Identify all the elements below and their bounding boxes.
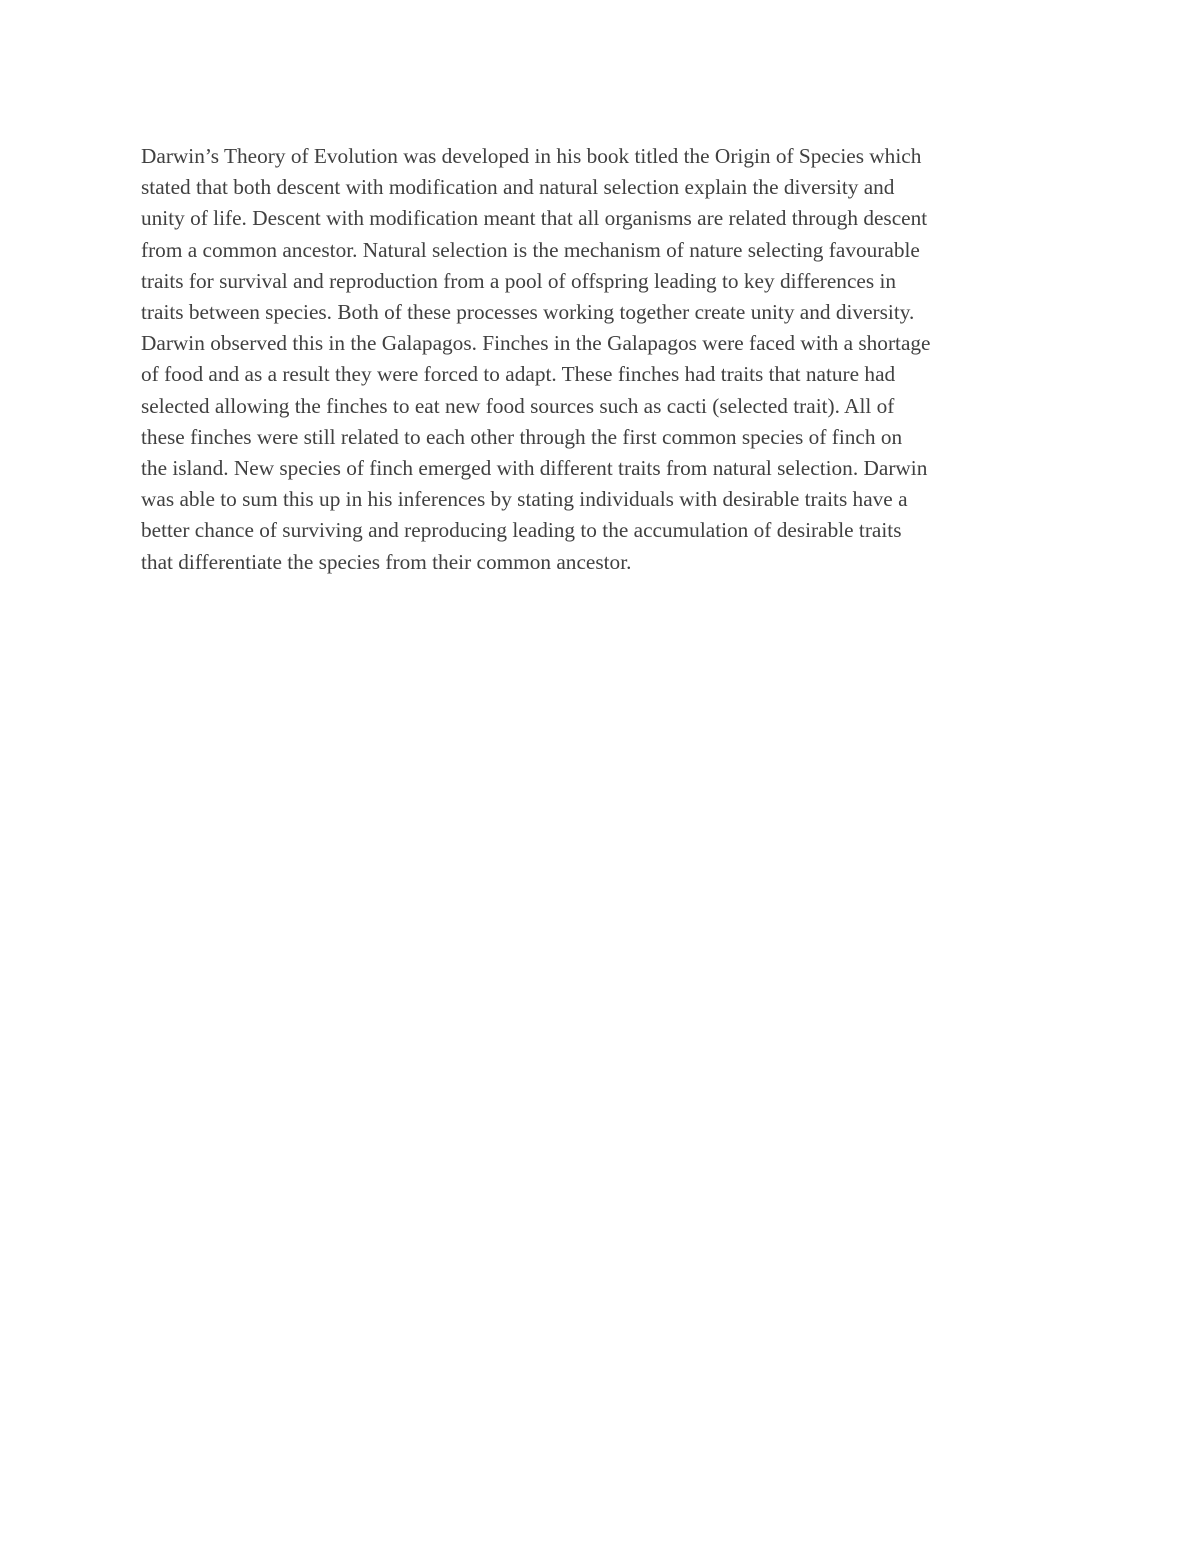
paragraph-line: unity of life. Descent with modification meant that all organisms are related through descent [141, 206, 928, 231]
body-paragraph [141, 141, 1071, 578]
paragraph-line: Darwin observed this in the Galapagos. Finches in the Galapagos were faced with a shortage [141, 331, 931, 356]
paragraph-line: these finches were still related to each other through the first common species of finch on [141, 424, 903, 449]
paragraph-line: of food and as a result they were forced to adapt. These finches had traits that nature had [141, 362, 896, 387]
paragraph-line: that differentiate the species from their common ancestor. [141, 549, 632, 574]
paragraph-line: traits for survival and reproduction from a pool of offspring leading to key differences in [141, 268, 897, 293]
paragraph-line: traits between species. Both of these processes working together create unity and diversity. [141, 300, 915, 325]
paragraph-line: the island. New species of finch emerged with different traits from natural selection. Darwin [141, 456, 928, 481]
paragraph-line: stated that both descent with modification and natural selection explain the diversity and [141, 175, 895, 200]
paragraph-line: from a common ancestor. Natural selection is the mechanism of nature selecting favourable [141, 237, 920, 262]
paragraph-line: was able to sum this up in his inferences by stating individuals with desirable traits have a [141, 487, 908, 512]
paragraph-line: Darwin’s Theory of Evolution was developed in his book titled the Origin of Species which [141, 144, 922, 168]
paragraph-line: better chance of surviving and reproducing leading to the accumulation of desirable traits [141, 518, 902, 543]
paragraph-line: selected allowing the finches to eat new food sources such as cacti (selected trait). All of [141, 393, 895, 418]
